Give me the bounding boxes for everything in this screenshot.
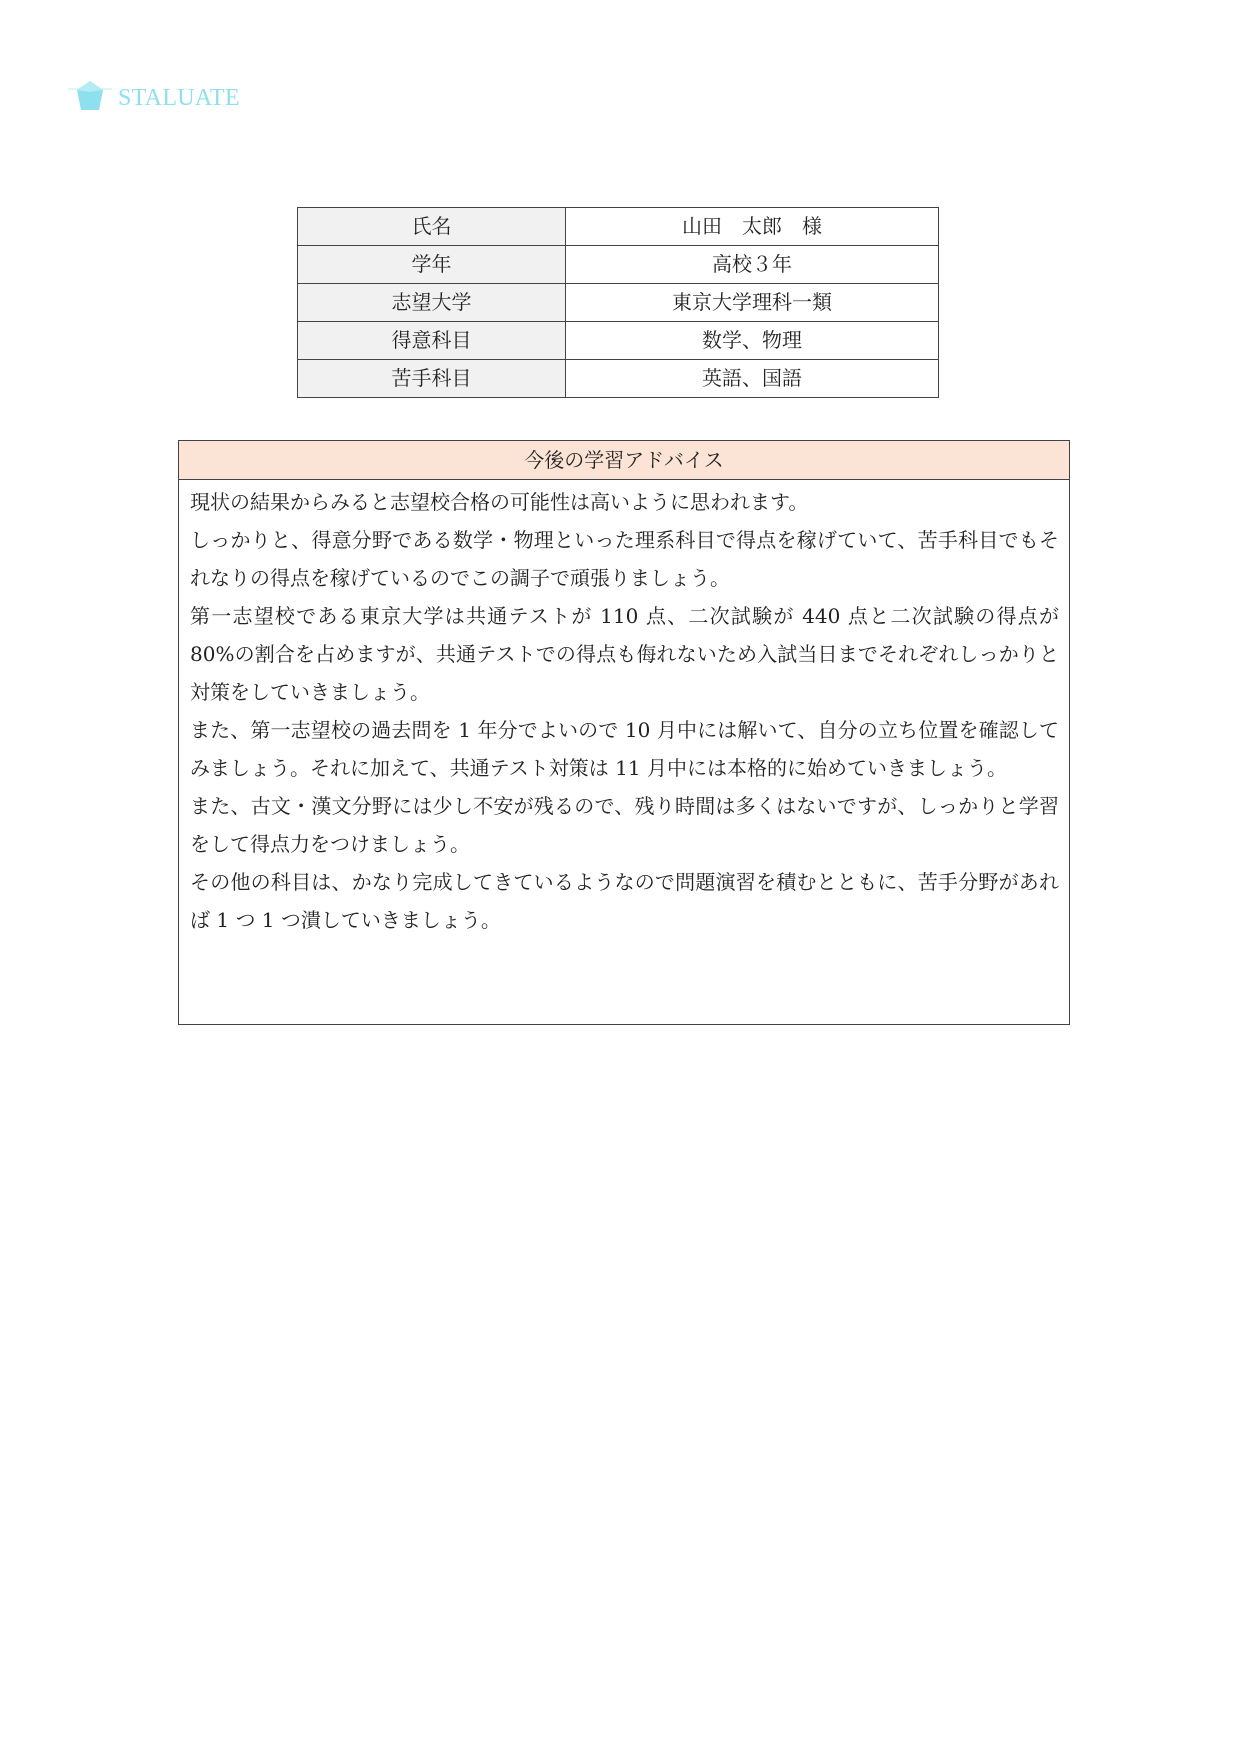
grade-label: 学年 — [298, 246, 566, 284]
table-row — [298, 322, 939, 360]
name-value: 山田 太郎 様 — [566, 208, 939, 246]
advice-title: 今後の学習アドバイス — [179, 441, 1069, 480]
table-row — [298, 284, 939, 322]
weak-subjects-label: 苦手科目 — [298, 360, 566, 398]
student-profile-table — [297, 207, 939, 398]
strong-subjects-value: 数学、物理 — [566, 322, 939, 360]
advice-paragraph: また、第一志望校の過去問を 1 年分でよいので 10 月中には解いて、自分の立ち位置を確認してみましょう。それに加えて、共通テスト対策は 11 月中には本格的に始めていきましょう。 — [190, 718, 1059, 780]
target-university-label: 志望大学 — [298, 284, 566, 322]
brand-name: STALUATE — [118, 85, 240, 111]
advice-paragraph: その他の科目は、かなり完成してきているようなので問題演習を積むとともに、苦手分野があれば 1 つ 1 つ潰していきましょう。 — [190, 870, 1059, 932]
strong-subjects-label: 得意科目 — [298, 322, 566, 360]
advice-body — [179, 480, 1069, 939]
grade-value: 高校３年 — [566, 246, 939, 284]
study-advice-box — [178, 440, 1070, 1025]
weak-subjects-value: 英語、国語 — [566, 360, 939, 398]
brand-logo — [66, 78, 240, 118]
table-row — [298, 208, 939, 246]
table-row — [298, 360, 939, 398]
advice-paragraph: 現状の結果からみると志望校合格の可能性は高いように思われます。 — [190, 490, 809, 514]
advice-paragraph: しっかりと、得意分野である数学・物理といった理系科目で得点を稼げていて、苦手科目でもそれなりの得点を稼げているのでこの調子で頑張りましょう。 — [190, 528, 1059, 590]
advice-paragraph: 第一志望校である東京大学は共通テストが 110 点、二次試験が 440 点と二次試験の得点が 80%の割合を占めますが、共通テストでの得点も侮れないため入試当日までそれぞれしっかりと対策をしていきましょう。 — [190, 604, 1059, 704]
advice-paragraph: また、古文・漢文分野には少し不安が残るので、残り時間は多くはないですが、しっかりと学習をして得点力をつけましょう。 — [190, 794, 1059, 856]
pentagon-logo-icon — [66, 78, 114, 118]
table-row — [298, 246, 939, 284]
name-label: 氏名 — [298, 208, 566, 246]
target-university-value: 東京大学理科一類 — [566, 284, 939, 322]
